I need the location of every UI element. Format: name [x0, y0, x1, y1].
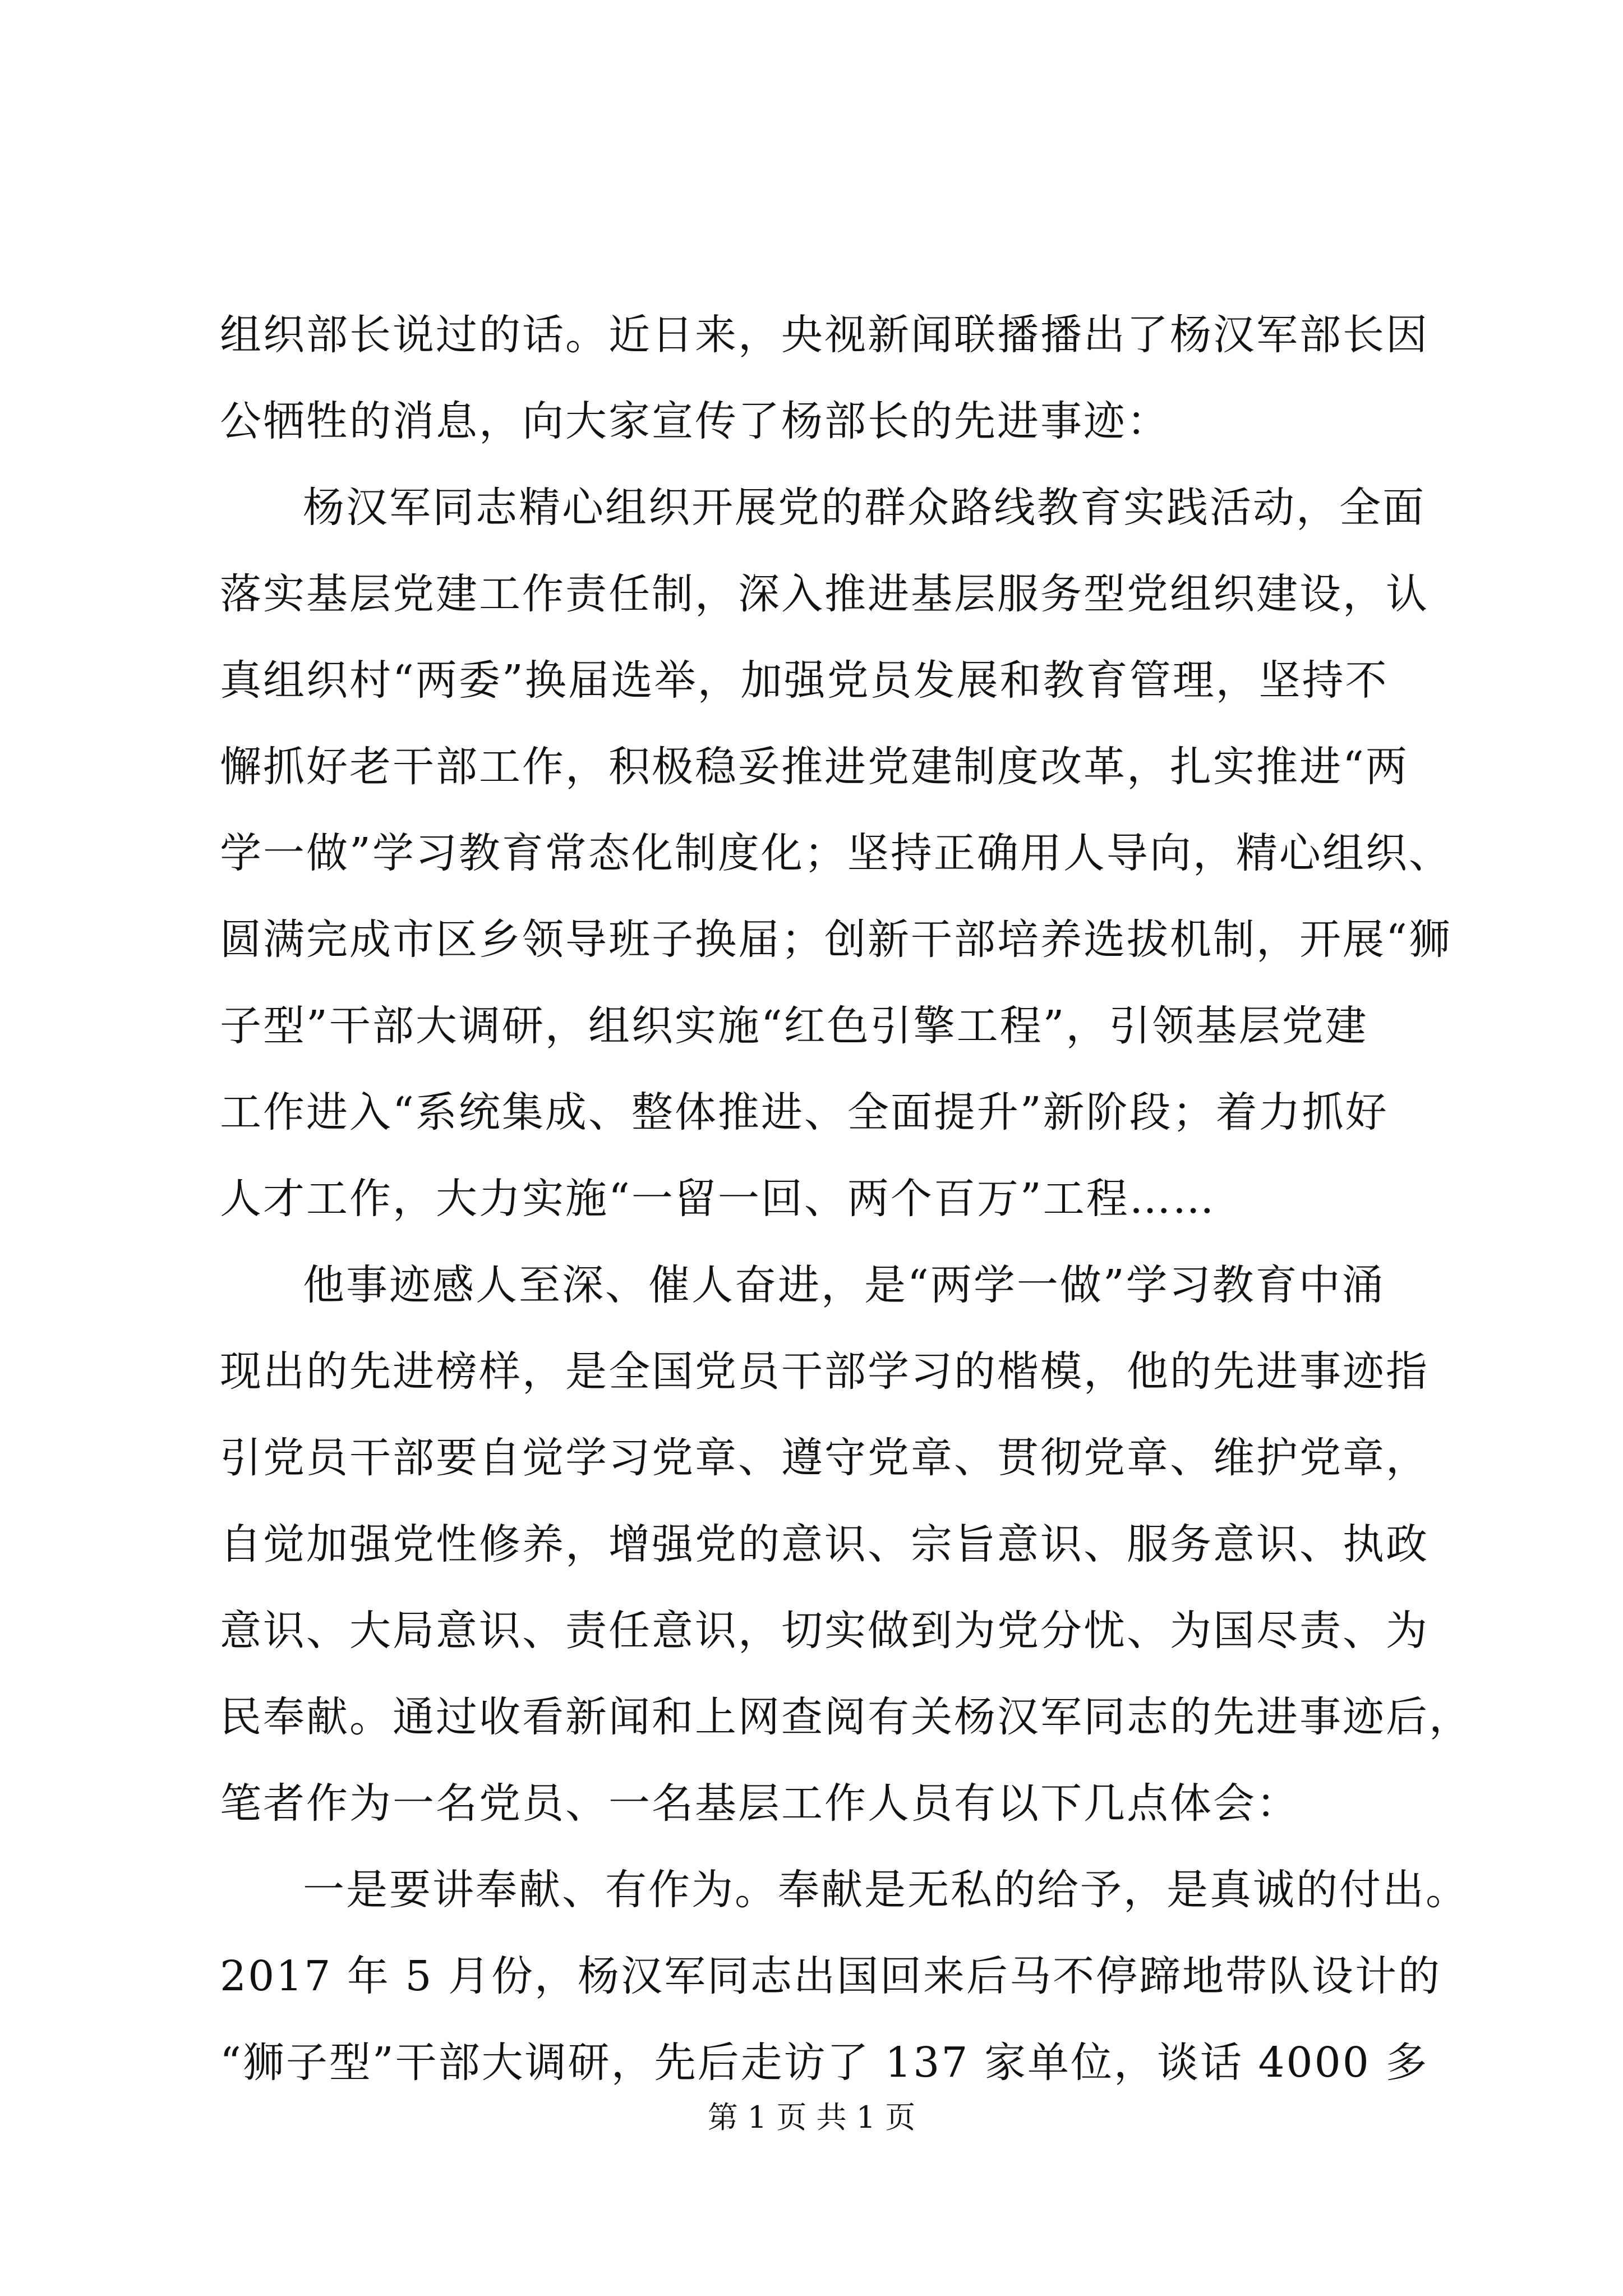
text-line: 圆满完成市区乡领导班子换届；创新干部培养选拔机制，开展“狮: [220, 915, 1452, 964]
text-line: 真组织村“两委”换届选举，加强党员发展和教育管理，坚持不: [220, 656, 1389, 705]
text-line: 落实基层党建工作责任制，深入推进基层服务型党组织建设，认: [220, 570, 1429, 618]
text-line: 公牺牲的消息，向大家宣传了杨部长的先进事迹：: [220, 397, 1170, 445]
text-line: 子型”干部大调研，组织实施“红色引擎工程”，引领基层党建: [220, 1002, 1368, 1050]
text-line: 学一做”学习教育常态化制度化；坚持正确用人导向，精心组织、: [220, 829, 1452, 877]
page-footer: 第 1 页 共 1 页: [707, 2100, 916, 2135]
text-line: 自觉加强党性修养，增强党的意识、宗旨意识、服务意识、执政: [220, 1520, 1429, 1568]
text-line: 引党员干部要自觉学习党章、遵守党章、贯彻党章、维护党章，: [220, 1434, 1429, 1482]
text-line: 工作进入“系统集成、整体推进、全面提升”新阶段；着力抓好: [220, 1088, 1389, 1137]
body-text: [220, 292, 1472, 2106]
text-line: “狮子型”干部大调研，先后走访了 137 家单位，谈话 4000 多: [220, 2039, 1429, 2087]
text-line: 一是要讲奉献、有作为。奉献是无私的给予，是真诚的付出。: [303, 1866, 1469, 1914]
text-line: 现出的先进榜样，是全国党员干部学习的楷模，他的先进事迹指: [220, 1347, 1429, 1396]
text-line: 组织部长说过的话。近日来，央视新闻联播播出了杨汉军部长因: [220, 311, 1429, 359]
text-line: 笔者作为一名党员、一名基层工作人员有以下几点体会：: [220, 1779, 1299, 1828]
text-line: 他事迹感人至深、催人奋进，是“两学一做”学习教育中涌: [303, 1261, 1385, 1309]
text-line: 民奉献。通过收看新闻和上网查阅有关杨汉军同志的先进事迹后，: [220, 1693, 1472, 1741]
text-line: 杨汉军同志精心组织开展党的群众路线教育实践活动，全面: [303, 484, 1426, 532]
text-line: 意识、大局意识、责任意识，切实做到为党分忧、为国尽责、为: [220, 1607, 1429, 1655]
text-line: 2017 年 5 月份，杨汉军同志出国回来后马不停蹄地带队设计的: [220, 1952, 1441, 2000]
text-line: 懈抓好老干部工作，积极稳妥推进党建制度改革，扎实推进“两: [220, 743, 1409, 791]
text-line: 人才工作，大力实施“一留一回、两个百万”工程……: [220, 1175, 1216, 1223]
